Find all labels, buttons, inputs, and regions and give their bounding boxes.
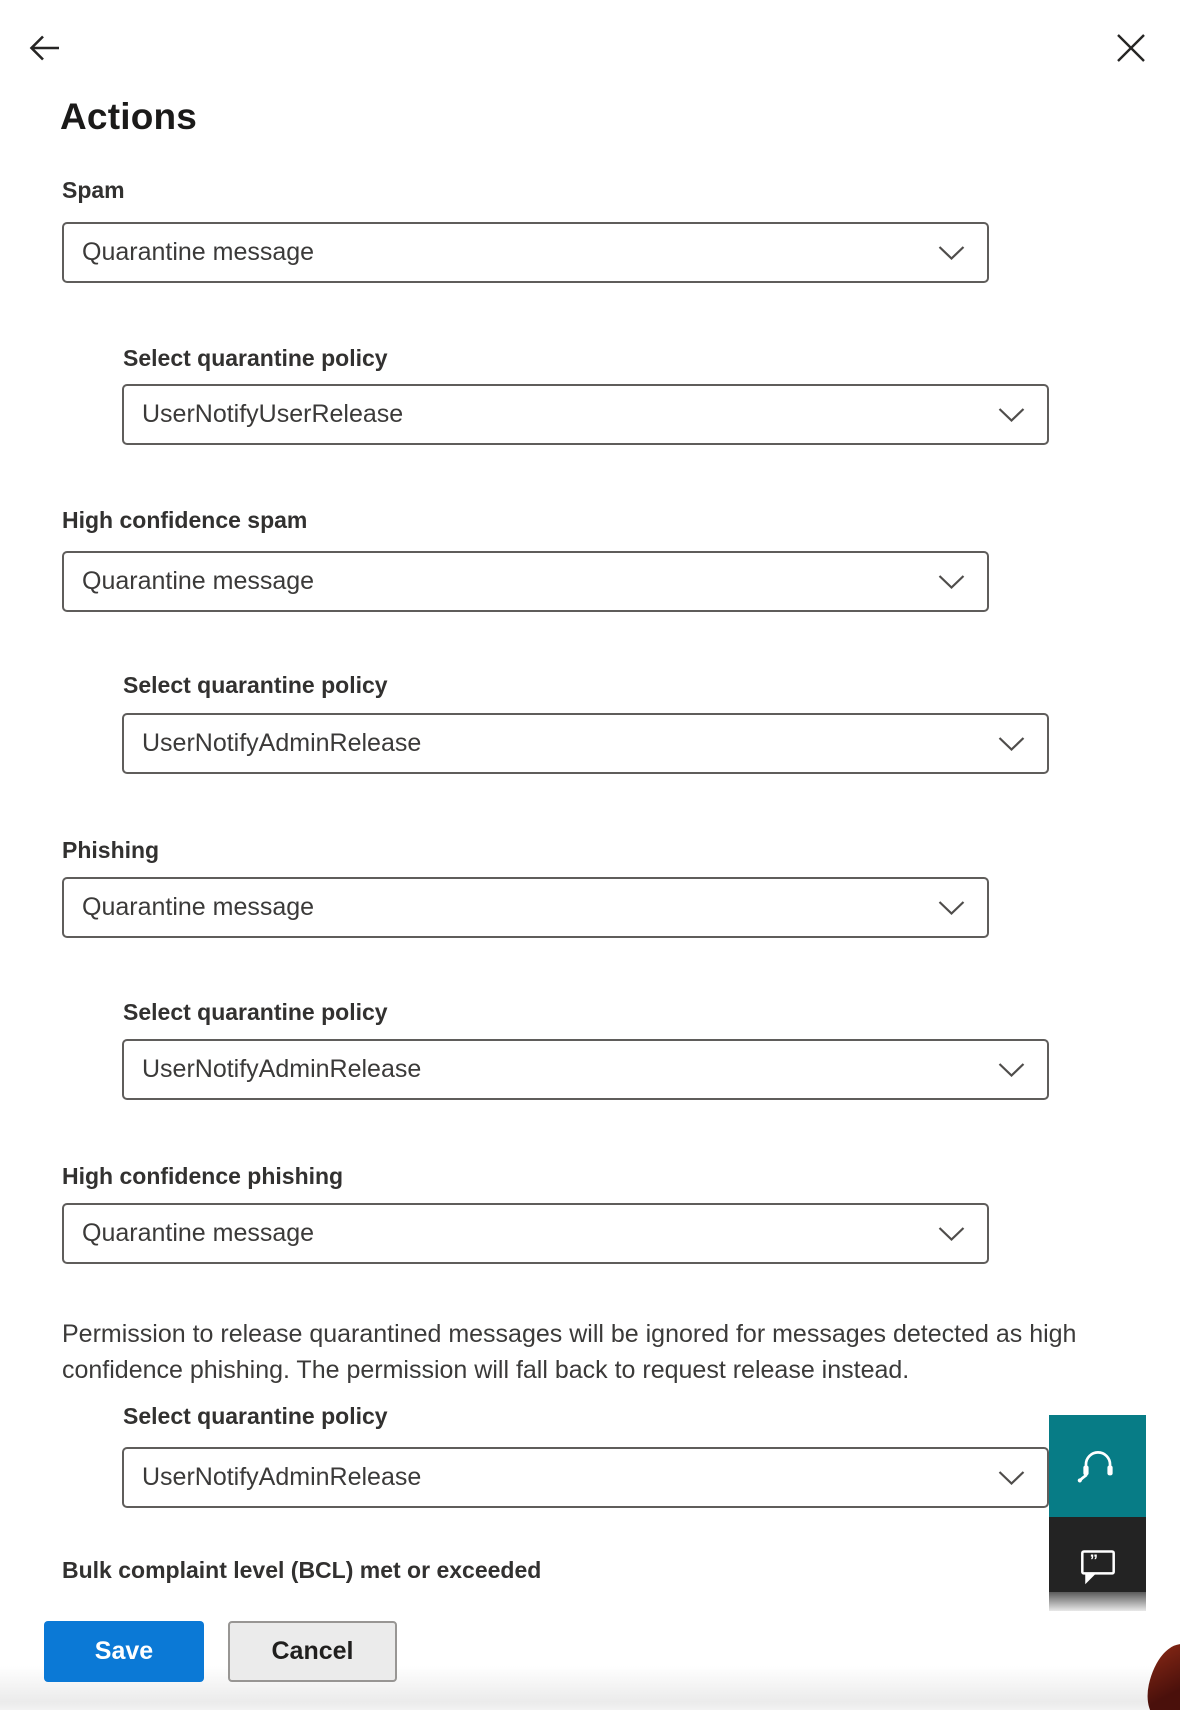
high-confidence-spam-policy-label: Select quarantine policy [123, 672, 388, 698]
high-confidence-phishing-quarantine-policy-value: UserNotifyAdminRelease [142, 1463, 422, 1491]
section-label-spam: Spam [62, 177, 125, 203]
chevron-down-icon [938, 1226, 965, 1242]
hcp-permission-note: Permission to release quarantined messages will be ignored for messages detected as high confidence phishing. The permission will fall back to request release instead. [62, 1320, 1077, 1384]
high-confidence-phishing-quarantine-policy-select[interactable] [122, 1447, 1049, 1508]
spam-policy-label: Select quarantine policy [123, 345, 388, 371]
chevron-down-icon [998, 1062, 1025, 1078]
phishing-quarantine-policy-select[interactable] [122, 1039, 1049, 1100]
help-widget-button[interactable] [1049, 1415, 1146, 1517]
svg-text:”: ” [1089, 1551, 1098, 1571]
high-confidence-phishing-policy-label: Select quarantine policy [123, 1403, 388, 1429]
footer-bar [0, 1592, 1180, 1710]
chevron-down-icon [938, 900, 965, 916]
high-confidence-phishing-action-select[interactable] [62, 1203, 989, 1264]
spam-quarantine-policy-select[interactable] [122, 384, 1049, 445]
high-confidence-spam-action-select[interactable] [62, 551, 989, 612]
close-icon [1113, 30, 1149, 66]
back-button[interactable] [22, 26, 66, 70]
phishing-action-value: Quarantine message [82, 893, 315, 921]
section-label-bulk-complaint-level: Bulk complaint level (BCL) met or exceeded [62, 1557, 542, 1583]
high-confidence-phishing-action-value: Quarantine message [82, 1219, 315, 1247]
spam-action-value: Quarantine message [82, 238, 315, 266]
chevron-down-icon [998, 736, 1025, 752]
chevron-down-icon [938, 245, 965, 261]
spam-action-select[interactable] [62, 222, 989, 283]
chevron-down-icon [998, 1470, 1025, 1486]
headset-icon [1075, 1443, 1121, 1489]
spam-quarantine-policy-value: UserNotifyUserRelease [142, 400, 404, 428]
save-button[interactable]: Save [44, 1621, 204, 1682]
cancel-button[interactable]: Cancel [228, 1621, 397, 1682]
chevron-down-icon [998, 407, 1025, 423]
section-label-high-confidence-spam: High confidence spam [62, 507, 308, 533]
close-button[interactable] [1109, 26, 1153, 70]
arrow-left-icon [24, 28, 64, 68]
high-confidence-spam-quarantine-policy-select[interactable] [122, 713, 1049, 774]
page-title: Actions [60, 96, 198, 137]
phishing-quarantine-policy-value: UserNotifyAdminRelease [142, 1055, 422, 1083]
section-label-high-confidence-phishing: High confidence phishing [62, 1163, 344, 1189]
high-confidence-spam-action-value: Quarantine message [82, 567, 315, 595]
phishing-policy-label: Select quarantine policy [123, 999, 388, 1025]
high-confidence-spam-quarantine-policy-value: UserNotifyAdminRelease [142, 729, 422, 757]
section-label-phishing: Phishing [62, 837, 160, 863]
chat-icon [1075, 1541, 1121, 1587]
chevron-down-icon [938, 574, 965, 590]
phishing-action-select[interactable] [62, 877, 989, 938]
